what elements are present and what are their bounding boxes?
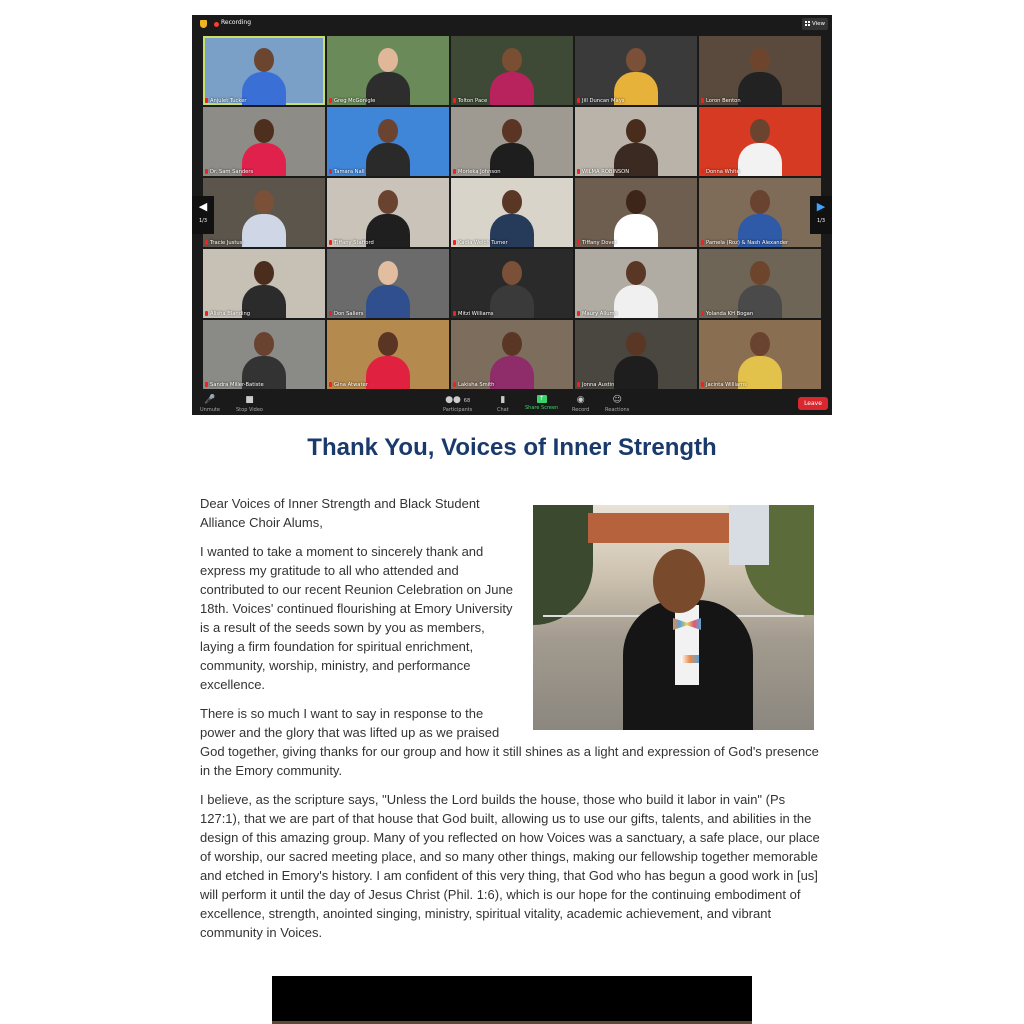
muted-mic-icon [577,98,580,103]
reactions-label: Reactions [605,407,630,413]
leave-button[interactable]: Leave [798,397,828,410]
participant-tile[interactable] [699,36,821,105]
participant-video [490,48,534,105]
participant-tile[interactable] [451,320,573,389]
unmute-label: Unmute [200,407,220,413]
participant-video [242,119,286,176]
participant-name [205,311,250,317]
participant-video [490,261,534,318]
participants-button[interactable] [443,395,472,413]
muted-mic-icon [701,169,704,174]
participant-tile[interactable] [327,178,449,247]
participant-name-text: Alisha Blanding [210,311,251,317]
participant-name [329,382,368,388]
participant-name-text: Jill Duncan Mays [582,98,625,104]
participant-name [577,382,614,388]
stop-video-label: Stop Video [236,407,263,413]
view-label: View [811,21,826,27]
participant-name-text: Tiffany Stafford [334,240,374,246]
muted-mic-icon [453,382,456,387]
participant-name [577,240,617,246]
share-screen-label: Share Screen [525,405,559,411]
muted-mic-icon [205,382,208,387]
record-button[interactable] [572,395,589,413]
reactions-button[interactable] [605,395,629,413]
participant-video [614,48,658,105]
participant-name-text: Jonna Austin [582,382,615,388]
participant-video [614,261,658,318]
share-arrow-icon: ↑ [537,395,547,403]
participant-name-text: Anjulet Tucker [210,98,247,104]
shield-icon[interactable] [200,20,207,28]
participant-name [701,311,753,317]
participant-name-text: Mitzi Williams [458,311,494,317]
next-page-button[interactable] [810,196,832,234]
participant-name [205,98,247,104]
muted-mic-icon [453,169,456,174]
muted-mic-icon [453,311,456,316]
participant-name-text: Maury Allums [582,311,618,317]
participant-name [577,98,624,104]
participant-name-text: Tracie Justus [210,240,243,246]
participant-tile[interactable] [575,320,697,389]
article-title: Thank You, Voices of Inner Strength [307,434,717,461]
participant-name [329,98,375,104]
participant-tile[interactable] [451,107,573,176]
participant-tile[interactable] [575,249,697,318]
video-embed[interactable] [272,976,752,1024]
participant-tile[interactable] [575,36,697,105]
participant-video [738,119,782,176]
participant-name [453,382,494,388]
muted-mic-icon [577,382,580,387]
muted-mic-icon [453,240,456,245]
page-indicator-right: 1/3 [816,218,826,224]
muted-mic-icon [701,382,704,387]
participant-tile[interactable] [699,320,821,389]
previous-page-button[interactable] [192,196,214,234]
participant-name-text: Loron Benton [706,98,741,104]
record-label: Record [572,407,590,413]
participant-video [366,119,410,176]
grid-icon [805,21,810,26]
participant-name-text: Don Saliers [334,311,364,317]
participant-name [701,98,741,104]
participants-label: Participants [443,407,473,413]
participant-name-text: Greg McGonigle [334,98,376,104]
participant-tile[interactable] [699,178,821,247]
muted-mic-icon [329,240,332,245]
article-paragraph: I wanted to take a moment to sincerely thank and express my gratitude to all who attended and contributed to our recent Reunion Celebration on June 18th. Voices' continued flourishing at Emory University is a result of the seeds sown by you as members, laying a firm foundation for spiritual enrichment, community, worship, ministry, and performance excellence. [200,544,513,692]
participant-tile[interactable] [451,36,573,105]
meeting-top-bar [192,15,832,33]
participant-name [453,311,493,317]
participant-name [329,169,365,175]
participant-name-text: Kadia Welch Turner [458,240,508,246]
participant-name [329,311,364,317]
participant-tile[interactable] [327,249,449,318]
participant-name-text: Gina Atwater [334,382,368,388]
participant-video [242,261,286,318]
video-camera-icon: ■ [245,395,254,405]
record-icon: ◉ [576,395,585,405]
participant-tile[interactable] [699,249,821,318]
muted-mic-icon [701,240,704,245]
participant-name [205,382,264,388]
zoom-meeting-screenshot [192,15,832,415]
chevron-right-icon: ▶ [816,200,826,213]
muted-mic-icon [205,98,208,103]
participant-name [701,169,740,175]
share-screen-button[interactable] [525,395,558,411]
participant-name [453,169,501,175]
participant-tile[interactable] [203,107,325,176]
participants-icon: ●● 68 [445,395,471,405]
muted-mic-icon [329,98,332,103]
participant-tile[interactable] [575,178,697,247]
participant-video [490,190,534,247]
chevron-left-icon: ◀ [198,200,208,213]
muted-mic-icon [577,311,580,316]
participant-tile[interactable] [327,107,449,176]
recording-label: Recording [221,19,252,26]
participant-tile[interactable] [203,36,325,105]
participant-video [738,332,782,389]
muted-mic-icon [205,240,208,245]
muted-mic-icon [329,382,332,387]
participant-video [490,119,534,176]
chat-icon: ▮ [500,395,506,405]
muted-mic-icon [329,169,332,174]
recording-dot-icon [214,22,219,27]
participant-name-text: Morieka Johnson [458,169,501,175]
muted-mic-icon [577,240,580,245]
participant-name-text: Yolanda KH Bogan [706,311,754,317]
participant-gallery [203,36,821,390]
participant-tile[interactable] [203,320,325,389]
participant-name-text: Jacinta Williams [706,382,747,388]
view-button[interactable] [802,18,828,30]
article-paragraph-salutation: Dear Voices of Inner Strength and Black Student Alliance Choir Alums, [200,496,480,530]
participant-video [366,190,410,247]
muted-mic-icon [205,169,208,174]
participant-video [738,190,782,247]
participant-tile[interactable] [203,249,325,318]
muted-mic-icon [205,311,208,316]
muted-mic-icon [577,169,580,174]
participant-name [205,169,253,175]
participant-video [490,332,534,389]
stop-video-button[interactable] [236,395,263,413]
participant-name-text: Tiffany Dover [582,240,617,246]
participant-video [738,261,782,318]
participant-name [577,311,617,317]
participant-video [614,119,658,176]
article-paragraph: There is so much I want to say in response to the power and the glory that was lifted up as we praised God together, giving thanks for our group and how it still shines as a light and expression of God's presence in the Emory community. [200,706,819,778]
participant-name-text: Dr. Sam Sanders [210,169,254,175]
muted-mic-icon [701,98,704,103]
chat-button[interactable] [497,395,509,413]
participant-video [242,332,286,389]
participant-name-text: Pamela (Roz) & Nash Alexander [706,240,789,246]
article-paragraph: I believe, as the scripture says, "Unless the Lord builds the house, those who build it labor in vain" (Ps 127:1), that we are part of that house that God built, allowing us to use our gifts, talents, and abilities in the design of this amazing group. Many of you reflected on how Voices was a sanctuary, a safe place, our place of worship, our sacred meeting place, and so many other things, making our fellowship together memorable and etched in Emory's history. I am confident of this very thing, that God who has begun a good work in [us] will perform it until the day of Jesus Christ (Phil. 1:6), which is our hope for the continuing embodiment of excellence, strength, anointed singing, ministry, spiritual vitality, academic achievement, and vibrant community in Voices. [200,792,820,940]
participant-name [453,98,487,104]
participant-name-text: Tamara Nall [334,169,365,175]
smiley-icon: ☺ [612,395,622,405]
participant-video [366,261,410,318]
muted-mic-icon: 🎤 [204,395,216,405]
participant-video [242,48,286,105]
participant-name [205,240,242,246]
participant-video [366,332,410,389]
muted-mic-icon [701,311,704,316]
participant-video [366,48,410,105]
participant-name-text: Lakisha Smith [458,382,495,388]
participant-tile[interactable] [327,320,449,389]
participant-name [453,240,508,246]
participant-video [614,332,658,389]
participant-name-text: Sandra Miller-Batiste [210,382,264,388]
participant-tile[interactable] [575,107,697,176]
unmute-button[interactable] [200,395,220,413]
participant-name [701,382,747,388]
participant-tile[interactable] [451,249,573,318]
participant-name-text: Tolton Pace [458,98,488,104]
participant-name-text: WILMA ROBINSON [582,169,630,175]
page-indicator-left: 1/3 [198,218,208,224]
participant-name [701,240,788,246]
participant-tile[interactable] [451,178,573,247]
article-body [200,494,825,952]
participant-name-text: Donna White [706,169,740,175]
participant-name [329,240,374,246]
participant-video [242,190,286,247]
meeting-toolbar [192,393,832,415]
participant-video [614,190,658,247]
chat-label: Chat [497,407,509,413]
muted-mic-icon [329,311,332,316]
participant-tile[interactable] [699,107,821,176]
participant-video [738,48,782,105]
participant-count: 68 [463,398,471,404]
participant-tile[interactable] [203,178,325,247]
participant-tile[interactable] [327,36,449,105]
participant-name [577,169,629,175]
muted-mic-icon [453,98,456,103]
portrait-photo [533,505,814,730]
